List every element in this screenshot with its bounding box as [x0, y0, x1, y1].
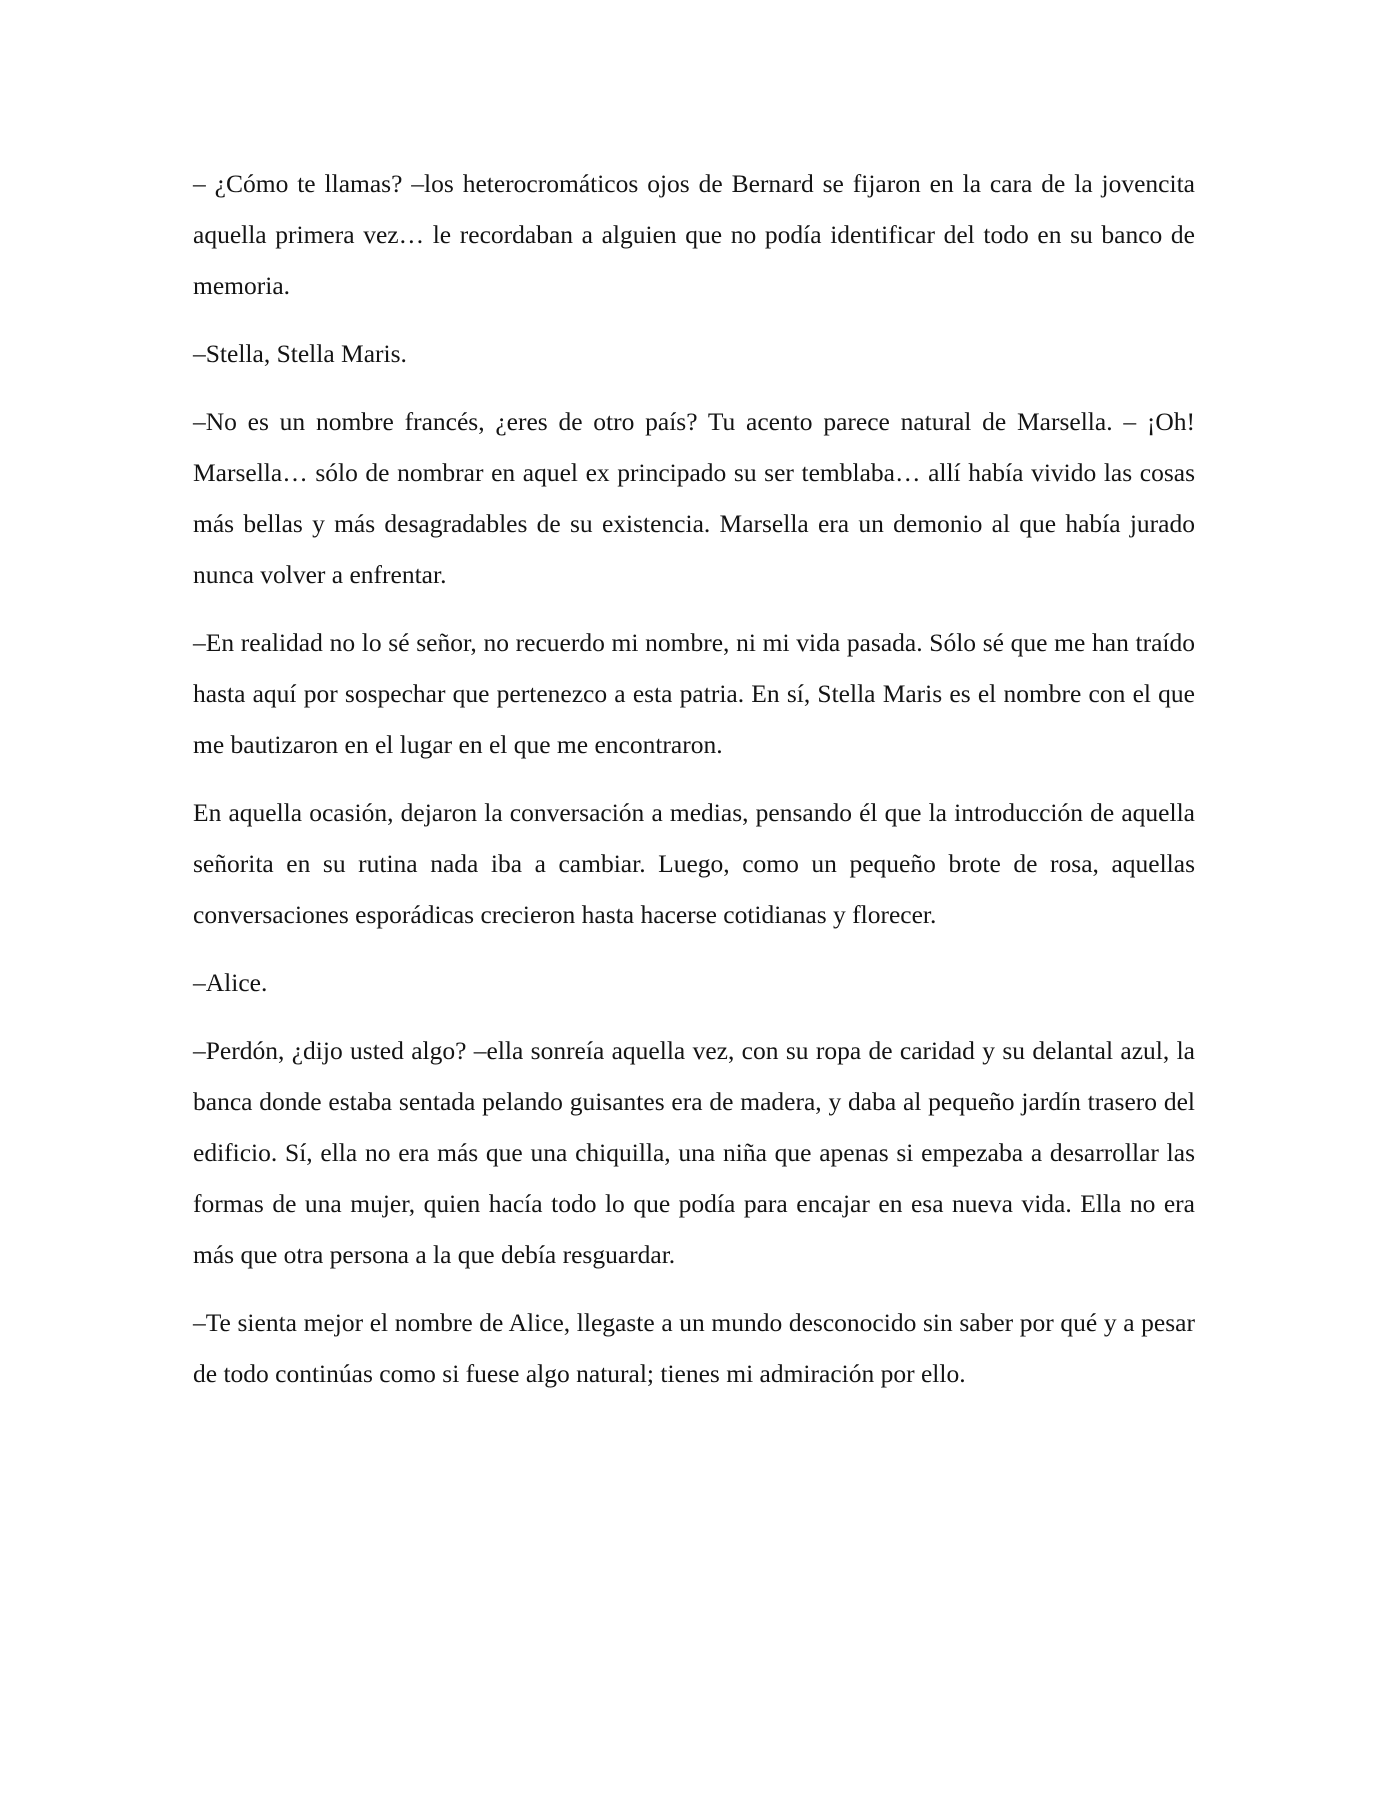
paragraph: En aquella ocasión, dejaron la conversación a medias, pensando él que la introducción de aquella señorita en su rutina nada iba a cambiar. Luego, como un pequeño brote de rosa, aquellas conversaciones esporádicas crecieron hasta hacerse cotidianas y florecer. — [193, 798, 1195, 929]
paragraph: –Perdón, ¿dijo usted algo? –ella sonreía aquella vez, con su ropa de caridad y su delantal azul, la banca donde estaba sentada pelando guisantes era de madera, y daba al pequeño jardín trasero del edificio. Sí, ella no era más que una chiquilla, una niña que apenas si empezaba a desarrollar las formas de una mujer, quien hacía todo lo que podía para encajar en esa nueva vida. Ella no era más que otra persona a la que debía resguardar. — [193, 1036, 1195, 1269]
paragraph: –Stella, Stella Maris. — [193, 339, 407, 368]
paragraph: –Te sienta mejor el nombre de Alice, llegaste a un mundo desconocido sin saber por qué y a pesar de todo continúas como si fuese algo natural; tienes mi admiración por ello. — [193, 1308, 1195, 1388]
paragraph: –Alice. — [193, 968, 268, 997]
paragraph: – ¿Cómo te llamas? –los heterocromáticos ojos de Bernard se fijaron en la cara de la jovencita aquella primera vez… le recordaban a alguien que no podía identificar del todo en su banco de memoria. — [193, 169, 1195, 300]
document-body — [193, 158, 1195, 1416]
paragraph: –No es un nombre francés, ¿eres de otro país? Tu acento parece natural de Marsella. – ¡Oh! Marsella… sólo de nombrar en aquel ex principado su ser temblaba… allí había vivido las cosas más bellas y más desagradables de su existencia. Marsella era un demonio al que había jurado nunca volver a enfrentar. — [193, 407, 1195, 589]
paragraph: –En realidad no lo sé señor, no recuerdo mi nombre, ni mi vida pasada. Sólo sé que me han traído hasta aquí por sospechar que pertenezco a esta patria. En sí, Stella Maris es el nombre con el que me bautizaron en el lugar en el que me encontraron. — [193, 628, 1195, 759]
